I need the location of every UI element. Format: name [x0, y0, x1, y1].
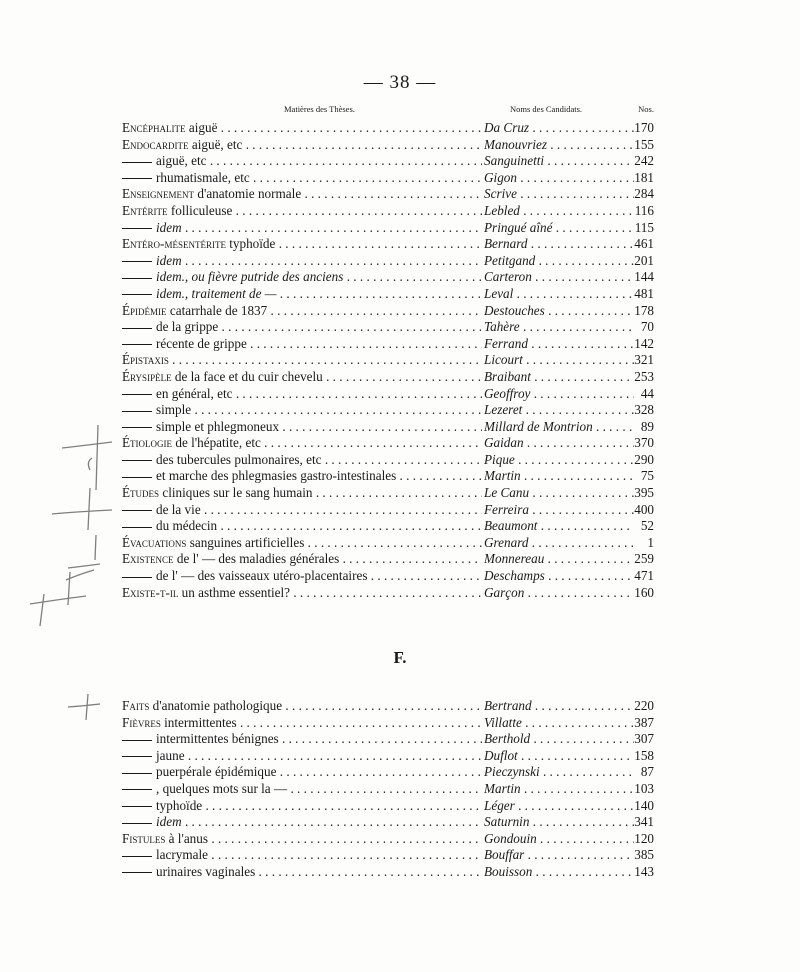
thesis-number: 395	[634, 485, 654, 501]
subject-text: d'anatomie normale	[194, 186, 302, 202]
thesis-subject	[122, 253, 482, 270]
table-row	[122, 568, 654, 585]
table-row	[122, 120, 654, 137]
candidate-name-text: Sanguinetti	[484, 153, 545, 169]
thesis-subject	[122, 518, 482, 535]
candidate-name-text: Geoffroy	[484, 385, 531, 401]
candidate-name	[484, 781, 634, 798]
thesis-number: 120	[634, 830, 654, 846]
candidate-name-text: Bertrand	[484, 698, 532, 713]
subject-text: puerpérale épidémique	[156, 764, 277, 780]
subject-text: aiguë, etc	[156, 153, 207, 169]
candidate-name-text: Berthold	[484, 731, 531, 747]
subject-head: Études	[122, 485, 160, 501]
ditto-dash	[122, 756, 152, 757]
thesis-number: 253	[634, 368, 654, 384]
thesis-subject	[122, 236, 482, 253]
thesis-number: 242	[634, 153, 654, 169]
subject-text: jaune	[156, 747, 185, 763]
subject-text: typhoïde	[156, 797, 203, 813]
thesis-number: 87	[640, 764, 654, 780]
thesis-number: 307	[634, 731, 654, 747]
subject-text: idem	[156, 219, 182, 235]
thesis-subject	[122, 402, 482, 419]
thesis-number: 201	[634, 252, 654, 268]
section-e-entries	[122, 120, 654, 601]
subject-text: intermittentes bénignes	[156, 731, 279, 747]
table-row	[122, 137, 654, 154]
thesis-number: 471	[634, 568, 654, 584]
candidate-name-text: Beaumont	[484, 518, 538, 534]
subject-text: de la grippe	[156, 319, 219, 335]
thesis-number: 44	[640, 385, 654, 401]
candidate-name	[484, 186, 634, 203]
subject-text: sanguines artificielles	[186, 534, 305, 550]
thesis-subject	[122, 386, 482, 403]
thesis-subject	[122, 847, 482, 864]
subject-text: du médecin	[156, 518, 218, 534]
candidate-name	[484, 698, 634, 715]
ditto-dash	[122, 740, 152, 741]
candidate-name	[484, 203, 634, 220]
column-headers	[122, 104, 654, 118]
thesis-subject	[122, 781, 482, 798]
thesis-subject	[122, 502, 482, 519]
table-row	[122, 352, 654, 369]
subject-text: aiguë, etc	[188, 136, 243, 152]
section-letter-f: F.	[393, 648, 407, 667]
thesis-number: 115	[634, 219, 654, 235]
subject-text: d'anatomie pathologique	[149, 698, 283, 713]
subject-text: à l'anus	[165, 830, 209, 846]
table-row	[122, 269, 654, 286]
subject-head: Entérite	[122, 202, 168, 218]
section-f-entries	[122, 698, 654, 881]
ditto-dash	[122, 773, 152, 774]
candidate-name	[484, 764, 634, 781]
candidate-name	[484, 831, 634, 848]
subject-text: de l' — des maladies générales	[173, 551, 340, 567]
thesis-number: 142	[634, 335, 654, 351]
candidate-name	[484, 120, 634, 137]
candidate-name	[484, 452, 634, 469]
table-row	[122, 535, 654, 552]
table-row	[122, 748, 654, 765]
table-row	[122, 220, 654, 237]
candidate-name	[484, 847, 634, 864]
thesis-number: 481	[634, 285, 654, 301]
subject-text: récente de grippe	[156, 335, 247, 351]
table-row	[122, 831, 654, 848]
thesis-number: 75	[640, 468, 654, 484]
thesis-subject	[122, 585, 482, 602]
subject-text: simple et phlegmoneux	[156, 418, 280, 434]
subject-text: catarrhale de 1837	[166, 302, 268, 318]
candidate-name-text: Martin	[484, 468, 521, 484]
header-noms: Noms des Candidats.	[510, 104, 583, 114]
table-row	[122, 715, 654, 732]
subject-head: Endocardite	[122, 136, 189, 152]
header-matieres: Matières des Thèses.	[284, 104, 355, 114]
subject-text: de l' — des vaisseaux utéro-placentaires	[156, 568, 368, 584]
subject-head: Fièvres	[122, 714, 161, 730]
thesis-subject	[122, 731, 482, 748]
candidate-name-text: Duflot	[484, 747, 518, 763]
thesis-subject	[122, 831, 482, 848]
subject-text: de la vie	[156, 501, 201, 517]
subject-text: en général, etc	[156, 385, 233, 401]
candidate-name-text: Destouches	[484, 302, 545, 318]
candidate-name	[484, 435, 634, 452]
subject-text: un asthme essentiel?	[178, 584, 291, 600]
candidate-name	[484, 535, 634, 552]
candidate-name	[484, 864, 634, 881]
subject-head: Érysipèle	[122, 368, 172, 384]
candidate-name-text: Léger	[484, 797, 515, 813]
subject-text: , quelques mots sur la —	[156, 780, 288, 796]
candidate-name	[484, 502, 634, 519]
thesis-number: 140	[634, 797, 654, 813]
table-row	[122, 847, 654, 864]
table-row	[122, 186, 654, 203]
thesis-number: 116	[634, 202, 654, 218]
thesis-subject	[122, 485, 482, 502]
thesis-number: 259	[634, 551, 654, 567]
candidate-name-text: Pique	[484, 451, 515, 467]
candidate-name	[484, 468, 634, 485]
candidate-name	[484, 518, 634, 535]
table-row	[122, 203, 654, 220]
thesis-number: 178	[634, 302, 654, 318]
candidate-name	[484, 137, 634, 154]
subject-text: typhoïde	[225, 236, 276, 252]
thesis-number: 1	[647, 534, 654, 550]
subject-head: Épidémie	[122, 302, 167, 318]
thesis-number: 385	[634, 847, 654, 863]
thesis-subject	[122, 535, 482, 552]
pencil-marks-icon	[0, 0, 130, 720]
candidate-name-text: Bouisson	[484, 863, 533, 879]
candidate-name-text: Monnereau	[484, 551, 545, 567]
candidate-name-text: Ferreira	[484, 501, 529, 517]
thesis-number: 144	[634, 269, 654, 285]
thesis-subject	[122, 286, 482, 303]
table-row	[122, 319, 654, 336]
thesis-subject	[122, 814, 482, 831]
table-row	[122, 731, 654, 748]
thesis-subject	[122, 153, 482, 170]
thesis-subject	[122, 748, 482, 765]
thesis-subject	[122, 864, 482, 881]
candidate-name-text: Lebled	[484, 202, 520, 218]
table-row	[122, 814, 654, 831]
thesis-subject	[122, 551, 482, 568]
subject-text: idem	[156, 814, 182, 830]
subject-head: Existe-t-il	[122, 584, 179, 600]
thesis-number: 387	[634, 714, 654, 730]
candidate-name	[484, 551, 634, 568]
candidate-name-text: Da Cruz	[484, 120, 530, 135]
candidate-name	[484, 748, 634, 765]
table-row	[122, 798, 654, 815]
thesis-subject	[122, 336, 482, 353]
table-row	[122, 485, 654, 502]
thesis-number: 158	[634, 747, 654, 763]
table-row	[122, 551, 654, 568]
table-row	[122, 435, 654, 452]
header-num: Nos.	[638, 104, 654, 114]
thesis-subject	[122, 798, 482, 815]
candidate-name-text: Millard de Montrion	[484, 418, 593, 434]
candidate-name	[484, 220, 634, 237]
table-row	[122, 698, 654, 715]
candidate-name	[484, 319, 634, 336]
candidate-name-text: Licourt	[484, 352, 523, 368]
candidate-name-text: Garçon	[484, 584, 525, 600]
candidate-name	[484, 286, 634, 303]
thesis-number: 181	[634, 169, 654, 185]
thesis-number: 155	[634, 136, 654, 152]
subject-head: Évacuations	[122, 534, 187, 550]
candidate-name	[484, 402, 634, 419]
thesis-number: 284	[634, 186, 654, 202]
thesis-number: 461	[634, 236, 654, 252]
thesis-subject	[122, 220, 482, 237]
thesis-subject	[122, 468, 482, 485]
candidate-name-text: Saturnin	[484, 814, 530, 830]
ditto-dash	[122, 806, 152, 807]
thesis-number: 70	[640, 319, 654, 335]
thesis-subject	[122, 303, 482, 320]
candidate-name	[484, 568, 634, 585]
thesis-number: 400	[634, 501, 654, 517]
thesis-number: 370	[634, 435, 654, 451]
table-row	[122, 303, 654, 320]
table-row	[122, 764, 654, 781]
candidate-name	[484, 336, 634, 353]
subject-head: Épistaxis	[122, 352, 169, 368]
ditto-dash	[122, 823, 152, 824]
thesis-subject	[122, 186, 482, 203]
thesis-subject	[122, 203, 482, 220]
subject-head: Faits	[122, 698, 150, 713]
table-row	[122, 369, 654, 386]
page-number: — 38 —	[363, 72, 437, 93]
thesis-subject	[122, 698, 482, 715]
thesis-number: 143	[634, 863, 654, 879]
subject-text: et marche des phlegmasies gastro-intestinales	[156, 468, 397, 484]
subject-head: Étiologie	[122, 435, 173, 451]
candidate-name-text: Martin	[484, 780, 521, 796]
candidate-name-text: Pieczynski	[484, 764, 540, 780]
table-row	[122, 781, 654, 798]
thesis-subject	[122, 369, 482, 386]
table-row	[122, 452, 654, 469]
candidate-name	[484, 715, 634, 732]
thesis-subject	[122, 170, 482, 187]
thesis-number: 290	[634, 451, 654, 467]
table-row	[122, 585, 654, 602]
thesis-number: 52	[640, 518, 654, 534]
candidate-name-text: Le Canu	[484, 485, 530, 501]
subject-text: idem	[156, 252, 182, 268]
thesis-subject	[122, 452, 482, 469]
thesis-subject	[122, 352, 482, 369]
table-row	[122, 253, 654, 270]
candidate-name-text: Manouvriez	[484, 136, 547, 152]
candidate-name	[484, 386, 634, 403]
thesis-number: 341	[634, 814, 654, 830]
subject-head: Fistules	[122, 830, 166, 846]
candidate-name-text: Gondouin	[484, 830, 537, 846]
subject-head: Enseignement	[122, 186, 195, 202]
candidate-name	[484, 153, 634, 170]
table-row	[122, 402, 654, 419]
candidate-name	[484, 731, 634, 748]
thesis-subject	[122, 435, 482, 452]
candidate-name-text: Bouffar	[484, 847, 525, 863]
subject-text: intermittentes	[160, 714, 237, 730]
subject-text: rhumatismale, etc	[156, 169, 250, 185]
candidate-name	[484, 419, 634, 436]
candidate-name	[484, 236, 634, 253]
subject-head: Existence	[122, 551, 174, 567]
thesis-subject	[122, 269, 482, 286]
subject-head: Encéphalite	[122, 120, 186, 135]
ditto-dash	[122, 856, 152, 857]
thesis-number: 89	[640, 418, 654, 434]
candidate-name-text: Petitgand	[484, 252, 536, 268]
candidate-name	[484, 269, 634, 286]
subject-head: Entéro-mésentérite	[122, 236, 226, 252]
candidate-name-text: Deschamps	[484, 568, 545, 584]
candidate-name	[484, 369, 634, 386]
table-row	[122, 286, 654, 303]
subject-text: folliculeuse	[167, 202, 233, 218]
thesis-subject	[122, 120, 482, 137]
candidate-name	[484, 798, 634, 815]
thesis-number: 160	[634, 584, 654, 600]
subject-text: de l'hépatite, etc	[172, 435, 261, 451]
candidate-name	[484, 253, 634, 270]
table-row	[122, 502, 654, 519]
candidate-name	[484, 814, 634, 831]
candidate-name	[484, 170, 634, 187]
thesis-number: 321	[634, 352, 654, 368]
candidate-name-text: Carteron	[484, 269, 532, 285]
subject-text: des tubercules pulmonaires, etc	[156, 451, 322, 467]
ditto-dash	[122, 872, 152, 873]
candidate-name	[484, 585, 634, 602]
thesis-subject	[122, 764, 482, 781]
table-row	[122, 864, 654, 881]
candidate-name-text: Pringué aîné	[484, 219, 553, 235]
subject-text: idem., ou fièvre putride des anciens	[156, 269, 344, 285]
subject-text: lacrymale	[156, 847, 208, 863]
table-row	[122, 153, 654, 170]
table-row	[122, 386, 654, 403]
subject-text: urinaires vaginales	[156, 863, 256, 879]
ditto-dash	[122, 789, 152, 790]
candidate-name	[484, 303, 634, 320]
table-row	[122, 236, 654, 253]
thesis-subject	[122, 568, 482, 585]
candidate-name-text: Braibant	[484, 368, 531, 384]
thesis-number: 328	[634, 402, 654, 418]
table-row	[122, 170, 654, 187]
table-row	[122, 518, 654, 535]
table-row	[122, 419, 654, 436]
candidate-name-text: Gaidan	[484, 435, 524, 451]
candidate-name-text: Tahère	[484, 319, 520, 335]
candidate-name-text: Gigon	[484, 169, 517, 185]
thesis-number: 103	[634, 780, 654, 796]
subject-text: simple	[156, 402, 192, 418]
candidate-name	[484, 352, 634, 369]
candidate-name-text: Bernard	[484, 236, 528, 252]
candidate-name-text: Ferrand	[484, 335, 528, 351]
candidate-name-text: Lezeret	[484, 402, 523, 418]
thesis-subject	[122, 419, 482, 436]
candidate-name-text: Scrive	[484, 186, 517, 202]
subject-text: aiguë	[185, 120, 218, 135]
table-row	[122, 336, 654, 353]
subject-text: idem., traitement de —	[156, 285, 277, 301]
thesis-subject	[122, 715, 482, 732]
candidate-name-text: Leval	[484, 285, 514, 301]
thesis-number: 170	[634, 120, 654, 135]
candidate-name-text: Grenard	[484, 534, 529, 550]
thesis-subject	[122, 319, 482, 336]
thesis-number: 220	[634, 698, 654, 713]
subject-text: de la face et du cuir chevelu	[171, 368, 323, 384]
thesis-subject	[122, 137, 482, 154]
subject-text: cliniques sur le sang humain	[159, 485, 313, 501]
table-row	[122, 468, 654, 485]
candidate-name-text: Villatte	[484, 714, 522, 730]
candidate-name	[484, 485, 634, 502]
